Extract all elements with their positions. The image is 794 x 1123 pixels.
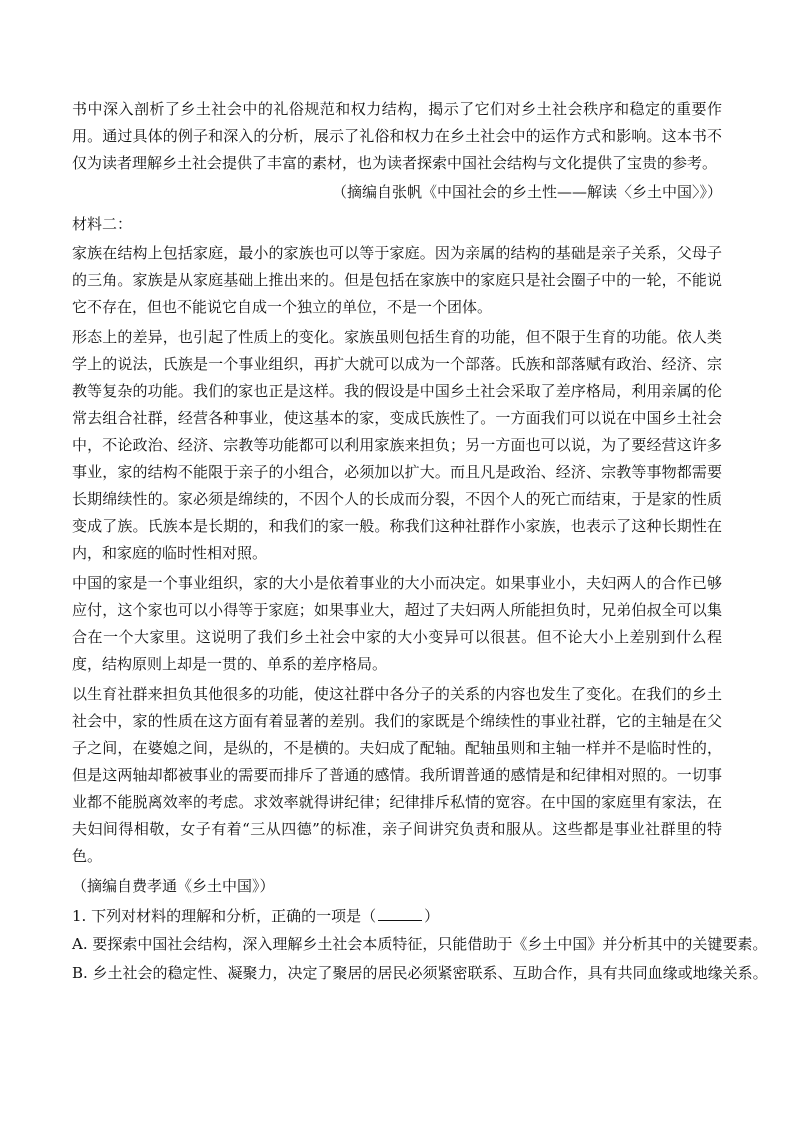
question-stem-close: ） xyxy=(424,907,440,925)
material2-heading: 材料二： xyxy=(72,215,133,233)
material1-source: （摘编自张帆《中国社会的乡土性——解读〈乡土中国〉》） xyxy=(331,183,722,201)
answer-blank[interactable] xyxy=(378,908,422,921)
material1-tail-paragraph: 书中深入剖析了乡土社会中的礼俗规范和权力结构，揭示了它们对乡土社会秩序和稳定的重要作用。通过具体的例子和深入的分析，展示了礼俗和权力在乡土社会中的运作方式和影响。这本书不仅为读者理解乡土社会提供了丰富的素材，也为读者探索中国社会结构与文化提供了宝贵的参考。 xyxy=(72,100,722,172)
material2-paragraph-4: 以生育社群来担负其他很多的功能，使这社群中各分子的关系的内容也发生了变化。在我们的乡土社会中，家的性质在这方面有着显著的差别。我们的家既是个绵续性的事业社群，它的主轴是在父子之间，在婆媳之间，是纵的，不是横的。夫妇成了配轴。配轴虽则和主轴一样并不是临时性的，但是这两轴却都被事业的需要而排斥了普通的感情。我所谓普通的感情是和纪律相对照的。一切事业都不能脱离效率的考虑。求效率就得讲纪律；纪律排斥私情的宽容。在中国的家庭里有家法，在夫妇间得相敬，女子有着“三从四德”的标准，亲子间讲究负责和服从。这些都是事业社群里的特色。 xyxy=(72,685,722,865)
question-stem-text: 1. 下列对材料的理解和分析，正确的一项是（ xyxy=(72,907,377,925)
document-page xyxy=(72,96,768,988)
material2-paragraph-3: 中国的家是一个事业组织，家的大小是依着事业的大小而决定。如果事业小，夫妇两人的合作已够应付，这个家也可以小得等于家庭；如果事业大，超过了夫妇两人所能担负时，兄弟伯叔全可以集合在一个大家里。这说明了我们乡土社会中家的大小变异可以很甚。但不论大小上差别到什么程度，结构原则上却是一贯的、单系的差序格局。 xyxy=(72,574,722,673)
option-b: B. 乡土社会的稳定性、凝聚力，决定了聚居的居民必须紧密联系、互助合作，具有共同血缘或地缘关系。 xyxy=(72,964,768,982)
material2-paragraph-1: 家族在结构上包括家庭，最小的家族也可以等于家庭。因为亲属的结构的基础是亲子关系，父母子的三角。家族是从家庭基础上推出来的。但是包括在家族中的家庭只是社会圈子中的一轮，不能说它不存在，但也不能说它自成一个独立的单位，不是一个团体。 xyxy=(72,244,722,316)
material2-source: （摘编自费孝通《乡土中国》） xyxy=(72,877,275,895)
option-a: A. 要探索中国社会结构，深入理解乡土社会本质特征，只能借助于《乡土中国》并分析其中的关键要素。 xyxy=(72,935,768,953)
material2-paragraph-2: 形态上的差异，也引起了性质上的变化。家族虽则包括生育的功能，但不限于生育的功能。依人类学上的说法，氏族是一个事业组织，再扩大就可以成为一个部落。氏族和部落赋有政治、经济、宗教等复杂的功能。我们的家也正是这样。我的假设是中国乡土社会采取了差序格局，利用亲属的伦常去组合社群，经营各种事业，使这基本的家，变成氏族性了。一方面我们可以说在中国乡土社会中，不论政治、经济、宗教等功能都可以利用家族来担负；另一方面也可以说，为了要经营这许多事业，家的结构不能限于亲子的小组合，必须加以扩大。而且凡是政治、经济、宗教等事物都需要长期绵续性的。家必须是绵续的，不因个人的长成而分裂，不因个人的死亡而结束，于是家的性质变成了族。氏族本是长期的，和我们的家一般。称我们这种社群作小家族，也表示了这种长期性在内，和家庭的临时性相对照。 xyxy=(72,328,722,562)
question-stem xyxy=(72,902,722,930)
